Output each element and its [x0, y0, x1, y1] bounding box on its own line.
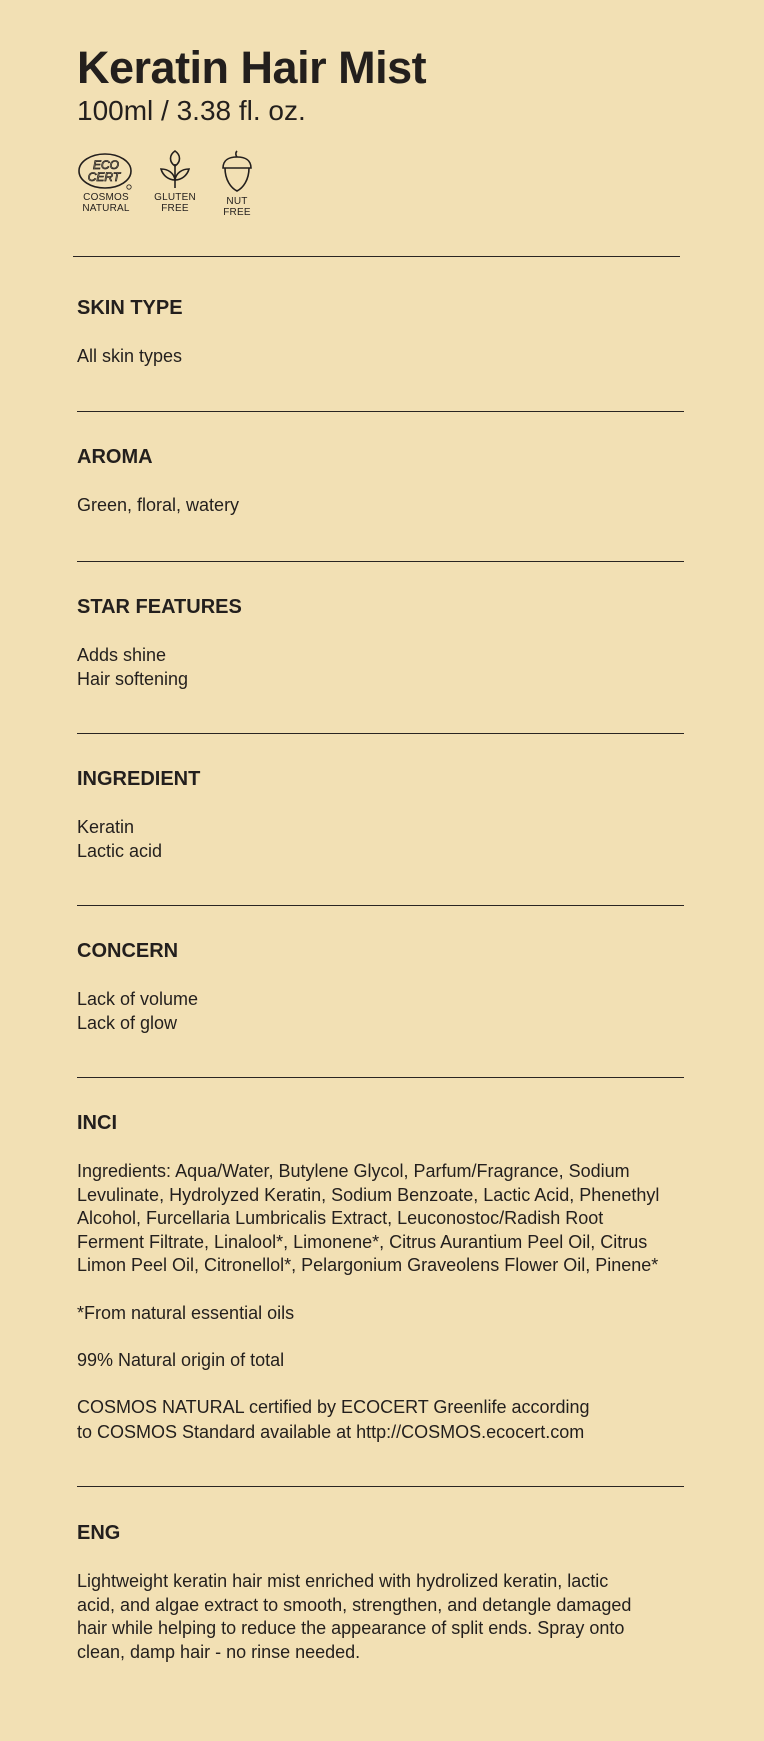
ecocert-logo-bottom-text: CERT	[87, 170, 121, 184]
badge-gluten-free	[151, 150, 199, 214]
list-item: Keratin	[77, 817, 135, 837]
certification-text: COSMOS NATURAL certified by ECOCERT Greenlife according to COSMOS Standard available at http://COSMOS.ecocert.com	[77, 1397, 590, 1442]
divider	[77, 561, 684, 562]
skin-type-value: All skin types	[77, 346, 183, 366]
badge-cosmos-natural	[77, 150, 135, 214]
divider	[77, 733, 684, 734]
natural-origin: 99% Natural origin of total	[77, 1350, 285, 1370]
divider	[77, 905, 684, 906]
concern-list	[77, 988, 697, 1035]
aroma-heading: AROMA	[77, 446, 153, 468]
badge-label: NUT FREE	[223, 196, 251, 218]
wheat-leaf-icon	[155, 150, 195, 190]
list-item: Hair softening	[77, 668, 189, 689]
divider	[77, 411, 684, 412]
ecocert-logo-icon	[78, 150, 134, 190]
list-item: Lack of volume	[77, 989, 199, 1009]
divider	[77, 1486, 684, 1487]
ecocert-logo-top-text: ECO	[92, 158, 120, 172]
inci-ingredients: Ingredients: Aqua/Water, Butylene Glycol, Parfum/Fragrance, Sodium Levulinate, Hydrolyzed Keratin, Sodium Benzoate, Lactic Acid, Phenethyl Alcohol, Furcellaria Lumbricalis Extract, Leuconostoc/Radish Root Ferment Filtrate, Linalool*, Limonene*, Citrus Aurantium Peel Oil, Citrus Limon Peel Oil, Citronellol*, Pelargonium Graveolens Flower Oil, Pinene*	[77, 1161, 660, 1275]
eng-heading: ENG	[77, 1522, 121, 1544]
badge-nut-free	[219, 150, 255, 218]
product-title: Keratin Hair Mist	[77, 42, 427, 93]
divider	[73, 256, 680, 257]
badge-label: GLUTEN FREE	[154, 192, 196, 214]
star-features-heading: STAR FEATURES	[77, 596, 242, 618]
divider	[77, 1077, 684, 1078]
list-item: Lack of glow	[77, 1012, 178, 1033]
aroma-value: Green, floral, watery	[77, 495, 240, 515]
ingredient-list	[77, 816, 697, 863]
eng-description: Lightweight keratin hair mist enriched with hydrolized keratin, lactic acid, and algae extract to smooth, strengthen, and detangle damaged hair while helping to reduce the appearance of split ends. Spray onto clean, damp hair - no rinse needed.	[77, 1571, 632, 1662]
list-item: Adds shine	[77, 645, 167, 665]
badge-label: COSMOS NATURAL	[82, 192, 130, 214]
inci-footnote: *From natural essential oils	[77, 1303, 295, 1323]
ingredient-heading: INGREDIENT	[77, 768, 201, 790]
concern-heading: CONCERN	[77, 940, 179, 962]
product-size: 100ml / 3.38 fl. oz.	[77, 95, 306, 126]
inci-heading: INCI	[77, 1112, 117, 1134]
acorn-icon	[219, 150, 255, 194]
star-features-list	[77, 644, 697, 691]
skin-type-heading: SKIN TYPE	[77, 297, 183, 319]
list-item: Lactic acid	[77, 840, 163, 861]
